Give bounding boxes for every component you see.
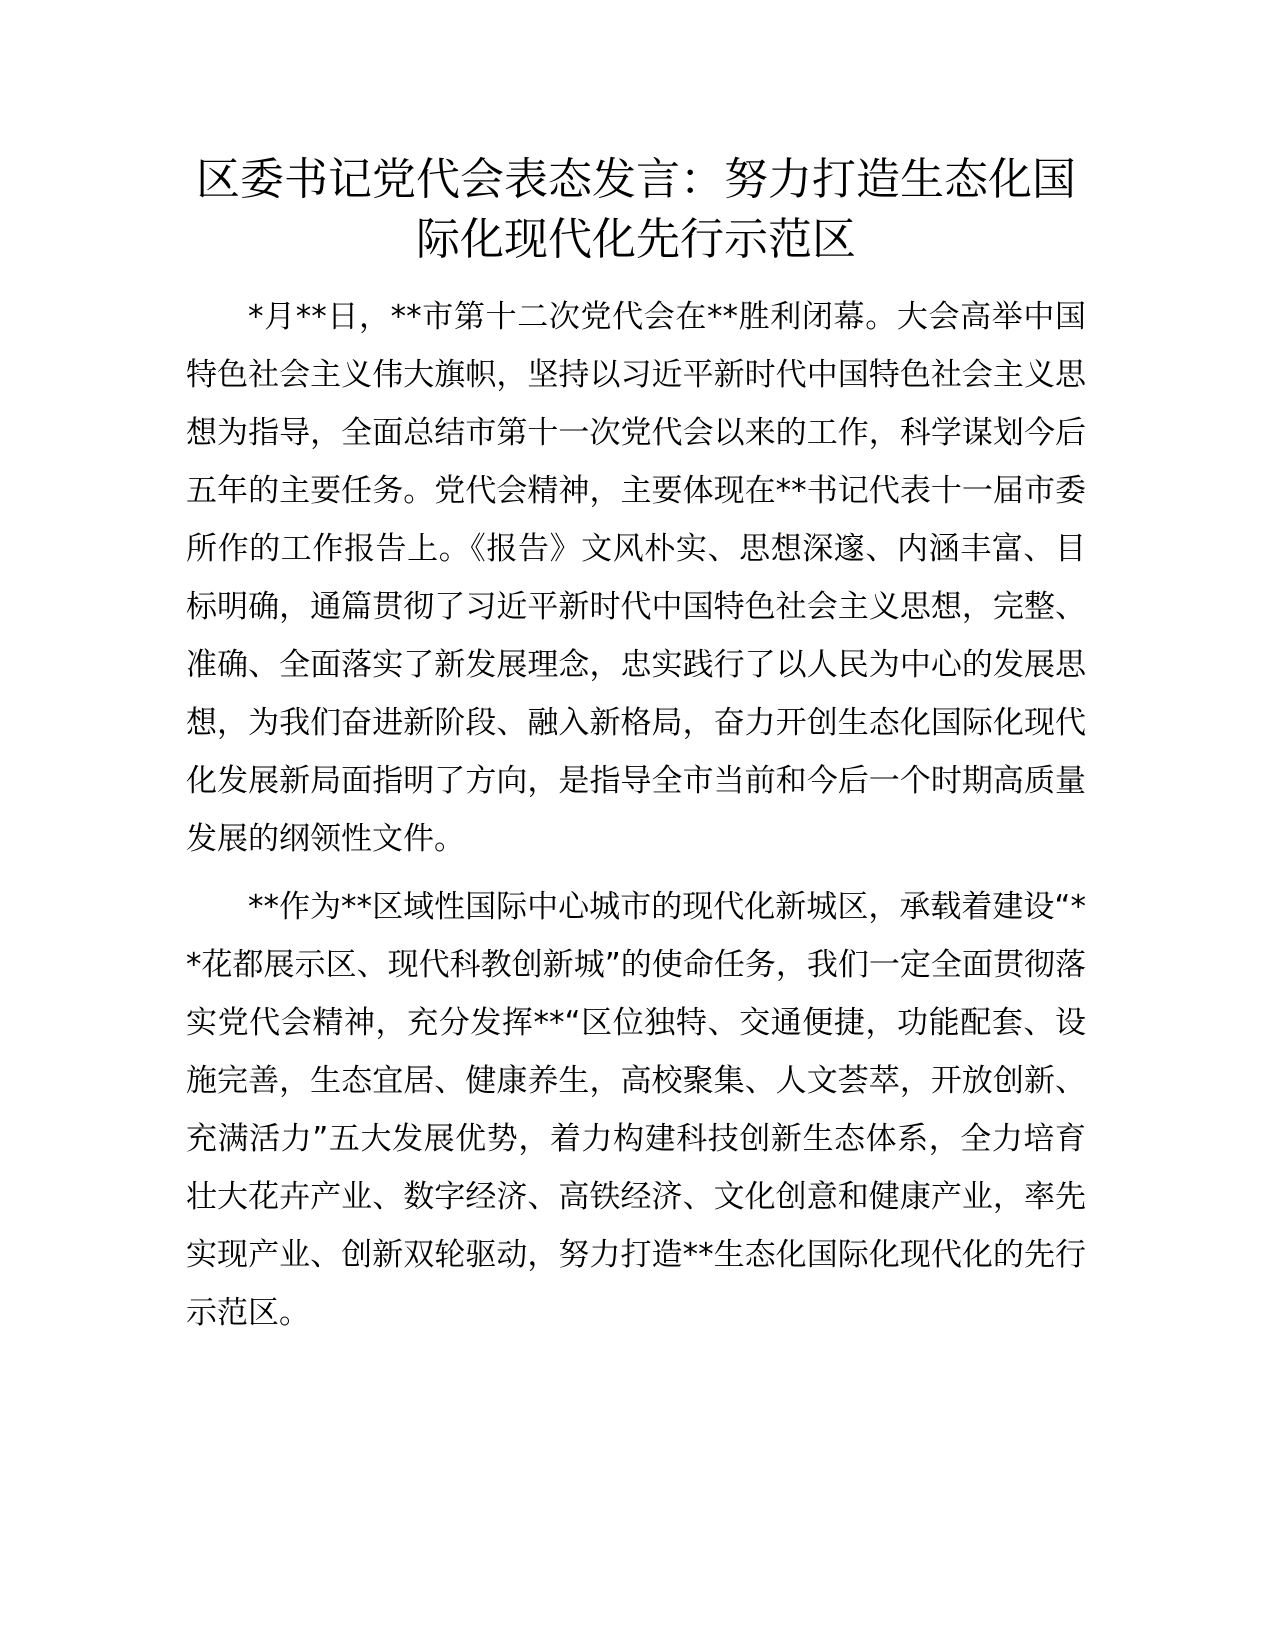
paragraph-2: **作为**区域性国际中心城市的现代化新城区，承载着建设“**花都展示区、现代科教创新城”的使命任务，我们一定全面贯彻落实党代会精神，充分发挥**“区位独特、交通便捷，功能配套、设施完善，生态宜居、健康养生，高校聚集、人文荟萃，开放创新、充满活力”五大发展优势，着力构建科技创新生态体系，全力培育壮大花卉产业、数字经济、高铁经济、文化创意和健康产业，率先实现产业、创新双轮驱动，努力打造**生态化国际化现代化的先行示范区。 bbox=[186, 889, 1086, 1331]
paragraph-1: *月**日，**市第十二次党代会在**胜利闭幕。大会高举中国特色社会主义伟大旗帜，坚持以习近平新时代中国特色社会主义思想为指导，全面总结市第十一次党代会以来的工作，科学谋划今后五年的主要任务。党代会精神，主要体现在**书记代表十一届市委所作的工作报告上。《报告》文风朴实、思想深邃、内涵丰富、目标明确，通篇贯彻了习近平新时代中国特色社会主义思想，完整、准确、全面落实了新发展理念，忠实践行了以人民为中心的发展思想，为我们奋进新阶段、融入新格局，奋力开创生态化国际化现代化发展新局面指明了方向，是指导全市当前和今后一个时期高质量发展的纲领性文件。 bbox=[186, 299, 1086, 857]
title-line-1: 区委书记党代会表态发言：努力打造生态化国 bbox=[196, 154, 1076, 205]
title-line-2: 际化现代化先行示范区 bbox=[416, 214, 856, 265]
document-title bbox=[186, 150, 1086, 270]
document-body bbox=[186, 150, 1086, 1352]
